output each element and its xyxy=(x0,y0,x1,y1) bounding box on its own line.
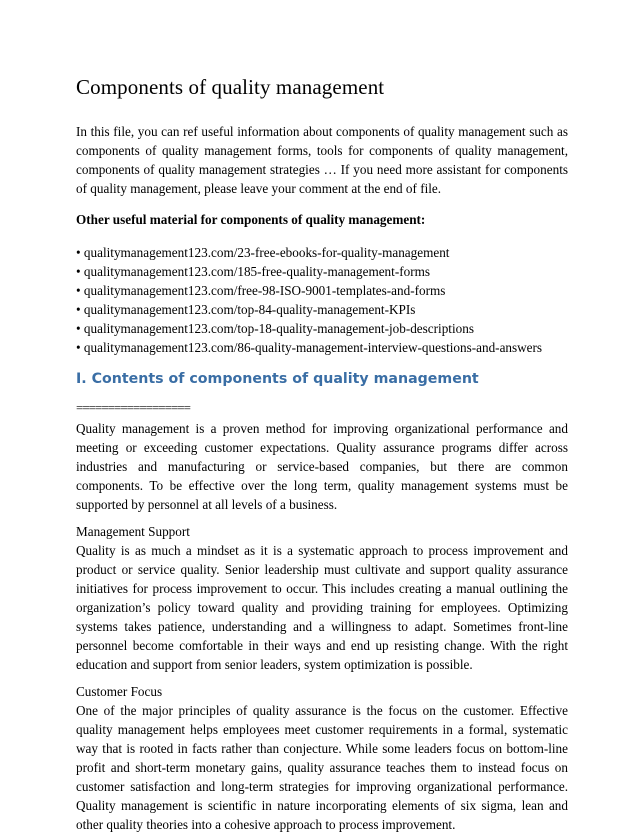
management-support-heading: Management Support xyxy=(76,524,190,539)
section-heading: I. Contents of components of quality management xyxy=(76,371,479,387)
link-item[interactable]: • qualitymanagement123.com/free-98-ISO-9001-templates-and-forms xyxy=(76,281,568,300)
intro-paragraph: In this file, you can ref useful information about components of quality management such as components of quality management forms, tools for components of quality management, components of quality management strategies … If you need more assistant for components of quality management, please leave your comment at the end of file. xyxy=(76,124,568,196)
customer-focus-heading: Customer Focus xyxy=(76,684,163,699)
useful-material-heading: Other useful material for components of quality management: xyxy=(76,212,426,227)
link-item[interactable]: • qualitymanagement123.com/top-84-quality-management-KPIs xyxy=(76,300,568,319)
link-item[interactable]: • qualitymanagement123.com/86-quality-management-interview-questions-and-answers xyxy=(76,338,568,357)
link-item[interactable]: • qualitymanagement123.com/185-free-quality-management-forms xyxy=(76,262,568,281)
document-title: Components of quality management xyxy=(76,75,385,99)
link-item[interactable]: • qualitymanagement123.com/top-18-quality-management-job-descriptions xyxy=(76,319,568,338)
link-item[interactable]: • qualitymanagement123.com/23-free-ebooks-for-quality-management xyxy=(76,243,568,262)
quality-management-paragraph: Quality management is a proven method for improving organizational performance and meeting or exceeding customer expectations. Quality assurance programs differ across industries and manufacturing or service-based companies, but there are common components. To be effective over the long term, quality management systems must be supported by personnel at all levels of a business. xyxy=(76,421,568,512)
management-support-paragraph: Quality is as much a mindset as it is a systematic approach to process improvement and product or service quality. Senior leadership must cultivate and support quality assurance initiatives for process improvement to occur. This includes creating a manual outlining the organization’s policy toward quality and providing training for employees. Optimizing systems takes patience, understanding and a willingness to adapt. Sometimes front-line personnel become comfortable in their ways and end up resisting change. With the right education and support from senior leaders, system optimization is possible. xyxy=(76,543,568,672)
divider-line: ================== xyxy=(76,400,190,415)
link-list xyxy=(76,243,568,357)
customer-focus-paragraph: One of the major principles of quality assurance is the focus on the customer. Effective quality management helps employees meet customer requirements in a formal, systematic way that is rooted in facts rather than conjecture. While some leaders focus on bottom-line profit and short-term monetary gains, quality assurance teaches them to instead focus on customer satisfaction and long-term strategies for improving organizational performance. Quality management is scientific in nature incorporating elements of six sigma, lean and other quality theories into a cohesive approach to process improvement. xyxy=(76,703,568,832)
